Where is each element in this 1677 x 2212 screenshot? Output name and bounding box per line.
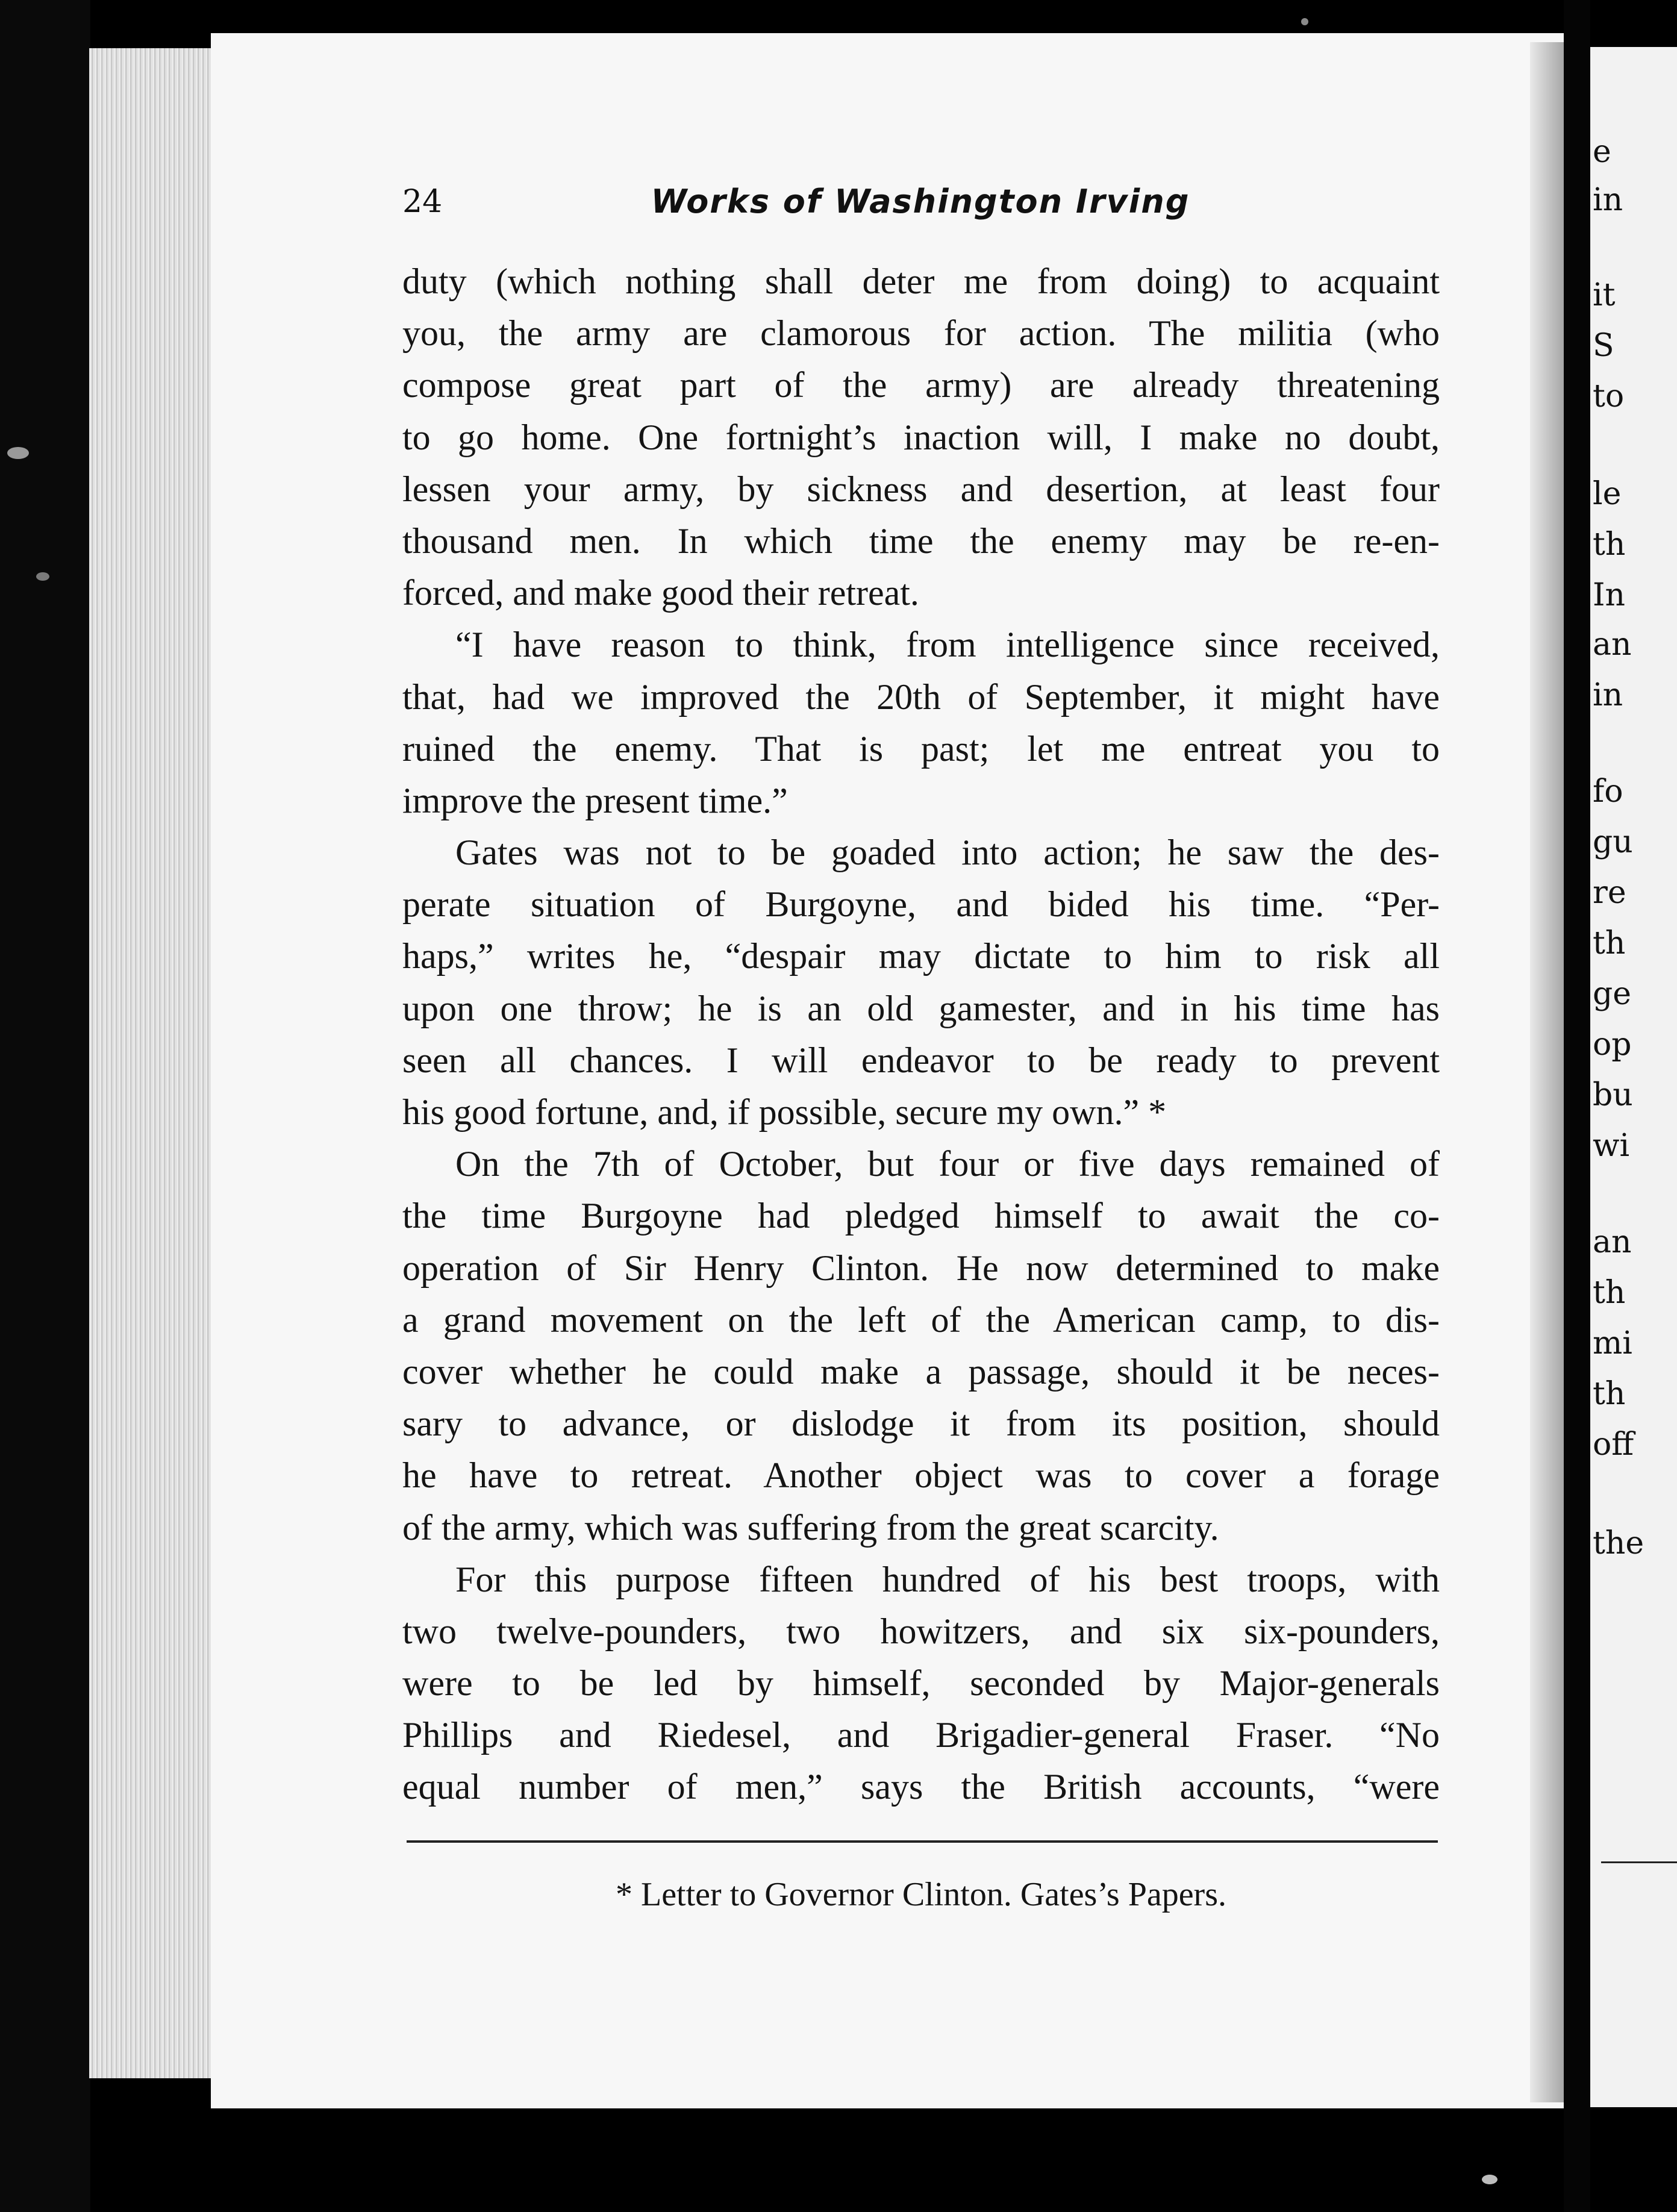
facing-page-fragment: In [1593,577,1626,613]
facing-page-fragment: le [1593,476,1622,512]
facing-page-fragment: an [1593,626,1632,663]
facing-page-fragment: th [1593,526,1626,563]
text-line: seen all chances. I will endeavor to be ready to prevent [402,1040,1440,1080]
facing-page-fragment: off [1593,1426,1634,1463]
facing-page-fragment: in [1593,182,1623,218]
facing-page-fragment: S [1593,328,1614,364]
text-line: a grand movement on the left of the American camp, to dis- [402,1299,1440,1340]
book-page-edges [89,48,216,2078]
facing-page-fragment: th [1593,1275,1626,1311]
running-title: Works of Washington Irving [651,183,1190,220]
text-line: he have to retreat. Another object was to cover a forage [402,1455,1440,1496]
text-line: lessen your army, by sickness and desertion, at least four [402,469,1440,509]
facing-page-fragment: an [1593,1224,1632,1260]
facing-page [1590,47,1677,2107]
text-line: perate situation of Burgoyne, and bided his time. “Per- [402,884,1440,925]
body-text [402,255,1440,1813]
facing-page-fragment: to [1593,378,1625,414]
text-line: cover whether he could make a passage, should it be neces- [402,1351,1440,1392]
page-number: 24 [402,184,443,220]
text-line: were to be led by himself, seconded by Major-generals [402,1663,1440,1704]
facing-page-fragment: in [1593,677,1623,713]
text-line: improve the present time.” [402,780,788,820]
scan-speck [7,447,29,459]
facing-page-fragment: ge [1593,976,1632,1012]
text-line: compose great part of the army) are already threatening [402,365,1440,405]
facing-page-footnote-rule [1601,1861,1677,1863]
text-line: haps,” writes he, “despair may dictate to him to risk all [402,936,1440,976]
text-line: of the army, which was suffering from the great scarcity. [402,1507,1219,1548]
text-line: “I have reason to think, from intelligence since received, [455,625,1440,665]
text-line: sary to advance, or dislodge it from its position, should [402,1404,1440,1444]
text-line: equal number of men,” says the British accounts, “were [402,1767,1440,1807]
facing-page-fragment: fo [1593,773,1623,810]
footnote: * Letter to Governor Clinton. Gates’s Papers. [615,1876,1226,1913]
scan-speck [36,572,49,581]
facing-page-fragment: th [1593,1376,1626,1412]
text-line: Gates was not to be goaded into action; he saw the des- [455,833,1440,873]
text-line: ruined the enemy. That is past; let me entreat you to [402,728,1440,769]
scan-speck [1301,18,1308,25]
text-line: On the 7th of October, but four or five days remained of [455,1144,1440,1184]
footnote-rule [407,1840,1438,1843]
facing-page-fragment: th [1593,925,1626,961]
text-line: the time Burgoyne had pledged himself to await the co- [402,1196,1440,1236]
scan-speck [1482,2175,1497,2184]
facing-page-fragment: op [1593,1026,1632,1063]
book-gutter [1564,0,1590,2212]
facing-page-fragment: the [1593,1525,1644,1561]
text-line: thousand men. In which time the enemy may be re-en- [402,520,1440,561]
facing-page-fragment: it [1593,277,1616,313]
text-line: duty (which nothing shall deter me from doing) to acquaint [402,261,1440,301]
facing-page-fragment: mi [1593,1325,1632,1361]
scan-background-left [0,0,90,2212]
text-line: Phillips and Riedesel, and Brigadier-general Fraser. “No [402,1715,1440,1755]
text-line: you, the army are clamorous for action. The militia (who [402,313,1440,354]
text-line: operation of Sir Henry Clinton. He now determined to make [402,1248,1440,1288]
facing-page-fragment: gu [1593,824,1633,860]
text-line: upon one throw; he is an old gamester, and in his time has [402,988,1440,1028]
facing-page-fragment: re [1593,875,1626,911]
page-header [402,181,1438,223]
text-line: For this purpose fifteen hundred of his best troops, with [455,1559,1440,1599]
text-line: to go home. One fortnight’s inaction will, I make no doubt, [402,417,1440,457]
facing-page-fragment: wi [1593,1128,1630,1164]
text-line: two twelve-pounders, two howitzers, and six six-pounders, [402,1611,1440,1651]
facing-page-fragment: bu [1593,1077,1633,1113]
text-line: forced, and make good their retreat. [402,573,919,613]
facing-page-fragment: e [1593,134,1611,170]
text-line: that, had we improved the 20th of September, it might have [402,676,1440,717]
text-line: his good fortune, and, if possible, secure my own.” * [402,1092,1167,1132]
